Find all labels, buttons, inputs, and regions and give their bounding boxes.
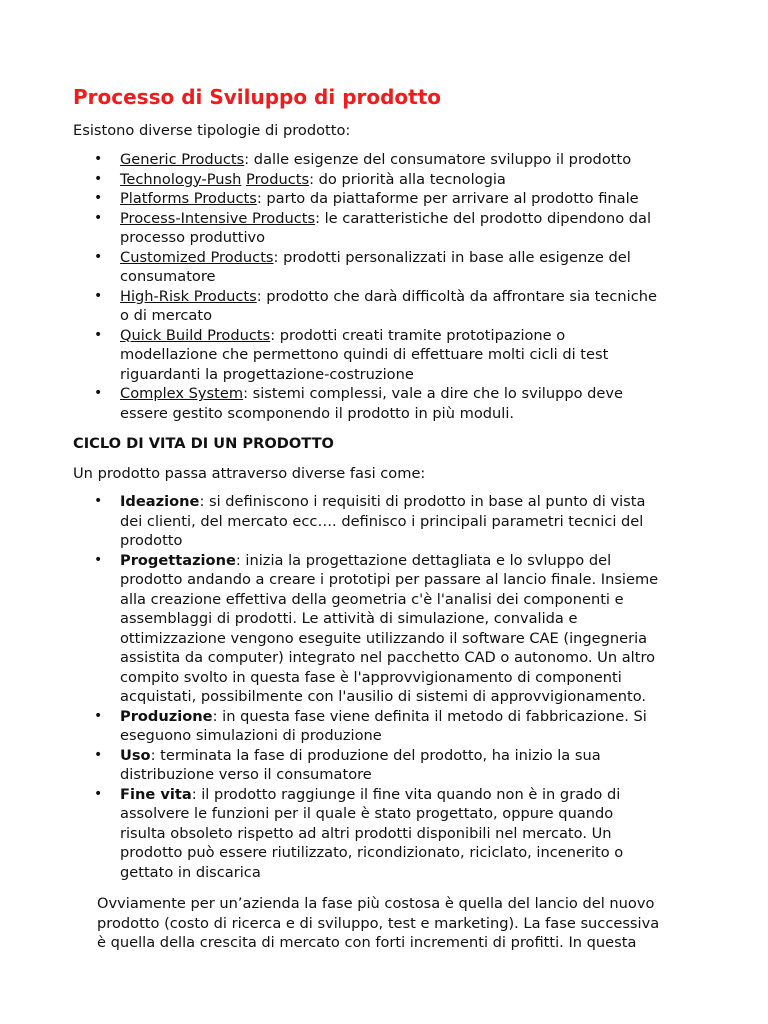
- phase-desc: alla creazione effettiva della geometria c'è l'analisi dei componenti e: [120, 590, 624, 608]
- bullet-glyph: •: [94, 209, 103, 226]
- product-type-desc: : do priorità alla tecnologia: [309, 170, 506, 188]
- list-item: [0, 170, 695, 190]
- phase-desc: : in questa fase viene definita il metodo di fabbricazione. Si: [212, 707, 647, 725]
- list-item: [0, 209, 695, 248]
- list-item: [0, 707, 695, 746]
- bullet-glyph: •: [94, 551, 103, 568]
- product-type-desc: modellazione che permettono quindi di effettuare molti cicli di test: [120, 346, 609, 363]
- outro-line: prodotto (costo di ricerca e di sviluppo, test e marketing). La fase successiva: [97, 914, 660, 932]
- bullet-glyph: •: [94, 248, 103, 265]
- product-type-desc: : dalle esigenze del consumatore sviluppo il prodotto: [244, 151, 632, 168]
- bullet-glyph: •: [94, 326, 103, 343]
- phase-desc: risulta obsoleto rispetto ad altri prodotti disponibili nel mercato. Un: [120, 824, 612, 842]
- product-type-desc: : sistemi complessi, vale a dire che lo sviluppo deve: [243, 385, 624, 402]
- product-type-name: Complex System: [120, 385, 244, 402]
- phase-name: Fine vita: [120, 785, 192, 803]
- phase-desc: compito svolto in questa fase è l'approvvigionamento di componenti: [120, 668, 622, 686]
- phase-name: Produzione: [120, 707, 213, 725]
- product-type-name: Quick Build Products: [120, 326, 271, 344]
- list-item: [0, 326, 695, 385]
- product-type-desc: o di mercato: [120, 307, 213, 324]
- product-type-desc: : le caratteristiche del prodotto dipendono dal: [315, 209, 652, 227]
- phase-desc: : il prodotto raggiunge il fine vita quando non è in grado di: [191, 785, 621, 803]
- phase-name: Uso: [120, 746, 151, 764]
- product-type-name: Customized Products: [120, 248, 274, 266]
- bullet-glyph: •: [94, 746, 103, 763]
- list-item: [0, 287, 695, 326]
- product-type-name: Products: [246, 170, 310, 188]
- product-type-desc: consumatore: [120, 268, 216, 285]
- phase-desc: gettato in discarica: [120, 863, 261, 881]
- bullet-glyph: •: [94, 707, 103, 724]
- phase-desc: prodotto: [120, 532, 183, 549]
- bullet-glyph: •: [94, 151, 103, 167]
- phase-desc: acquistati, possibilmente con l'ausilio di sistemi di approvvigionamento.: [120, 688, 647, 705]
- list-item: [0, 551, 695, 707]
- list-item: [0, 492, 695, 551]
- bullet-glyph: •: [94, 785, 103, 802]
- product-types-list: [0, 150, 768, 423]
- phase-desc: : terminata la fase di produzione del prodotto, ha inizio la sua: [150, 746, 601, 764]
- product-type-name: High-Risk Products: [120, 287, 257, 305]
- phase-desc: : si definiscono i requisiti di prodotto in base al punto di vista: [199, 493, 646, 510]
- phase-desc: prodotto può essere riutilizzato, ricondizionato, riciclato, incenerito o: [120, 844, 624, 861]
- lifecycle-phases-list: [0, 492, 768, 882]
- phase-desc: assolvere le funzioni per il quale è stato progettato, oppure quando: [120, 805, 614, 822]
- phase-desc: assistita da computer) integrato nel pacchetto CAD o autonomo. Un altro: [120, 649, 656, 666]
- phase-desc: : inizia la progettazione dettagliata e lo svluppo del: [235, 551, 612, 569]
- product-type-desc: riguardanti la progettazione-costruzione: [120, 365, 414, 383]
- list-item: [0, 248, 695, 287]
- product-type-desc: : parto da piattaforme per arrivare al prodotto finale: [256, 190, 639, 207]
- bullet-glyph: •: [94, 170, 103, 187]
- product-type-desc: essere gestito scomponendo il prodotto in più moduli.: [120, 404, 515, 422]
- product-type-name: Platforms Products: [120, 190, 257, 207]
- list-item: [0, 189, 695, 209]
- phase-desc: assemblaggi di prodotti. Le attività di simulazione, convalida e: [120, 610, 578, 627]
- phase-desc: dei clienti, del mercato ecc…. definisco i principali parametri tecnici del: [120, 512, 644, 530]
- lifecycle-intro: Un prodotto passa attraverso diverse fasi come:: [73, 465, 426, 482]
- outro-line: Ovviamente per un’azienda la fase più costosa è quella del lancio del nuovo: [97, 895, 655, 912]
- list-item: [0, 785, 695, 883]
- list-item: [0, 150, 695, 170]
- phase-desc: ottimizzazione vengono eseguite utilizzando il software CAE (ingegneria: [120, 629, 648, 647]
- phase-name: Ideazione: [120, 493, 200, 510]
- list-item: [0, 746, 695, 785]
- product-type-name: Technology-Push: [120, 170, 242, 188]
- product-type-desc: : prodotto che darà difficoltà da affrontare sia tecniche: [256, 287, 657, 305]
- page-title: Processo di Sviluppo di prodotto: [73, 85, 442, 109]
- outro-line: è quella della crescita di mercato con forti incrementi di profitti. In questa: [97, 934, 637, 951]
- product-type-desc: : prodotti personalizzati in base alle esigenze del: [273, 248, 631, 266]
- outro-paragraph: [97, 894, 697, 953]
- product-type-name: Process-Intensive Products: [120, 209, 316, 227]
- bullet-glyph: •: [94, 287, 103, 304]
- product-type-desc: : prodotti creati tramite prototipazione o: [270, 326, 566, 344]
- bullet-glyph: •: [94, 385, 103, 401]
- phase-desc: distribuzione verso il consumatore: [120, 766, 372, 783]
- bullet-glyph: •: [94, 190, 103, 206]
- phase-desc: eseguono simulazioni di produzione: [120, 727, 382, 744]
- list-item: [0, 384, 695, 423]
- product-type-name: Generic Products: [120, 151, 245, 168]
- bullet-glyph: •: [94, 493, 103, 509]
- product-type-desc: processo produttivo: [120, 229, 266, 246]
- lifecycle-heading: CICLO DI VITA DI UN PRODOTTO: [73, 435, 334, 452]
- intro-paragraph: Esistono diverse tipologie di prodotto:: [73, 122, 351, 139]
- phase-name: Progettazione: [120, 551, 236, 569]
- phase-desc: prodotto andando a creare i prototipi per passare al lancio finale. Insieme: [120, 571, 659, 588]
